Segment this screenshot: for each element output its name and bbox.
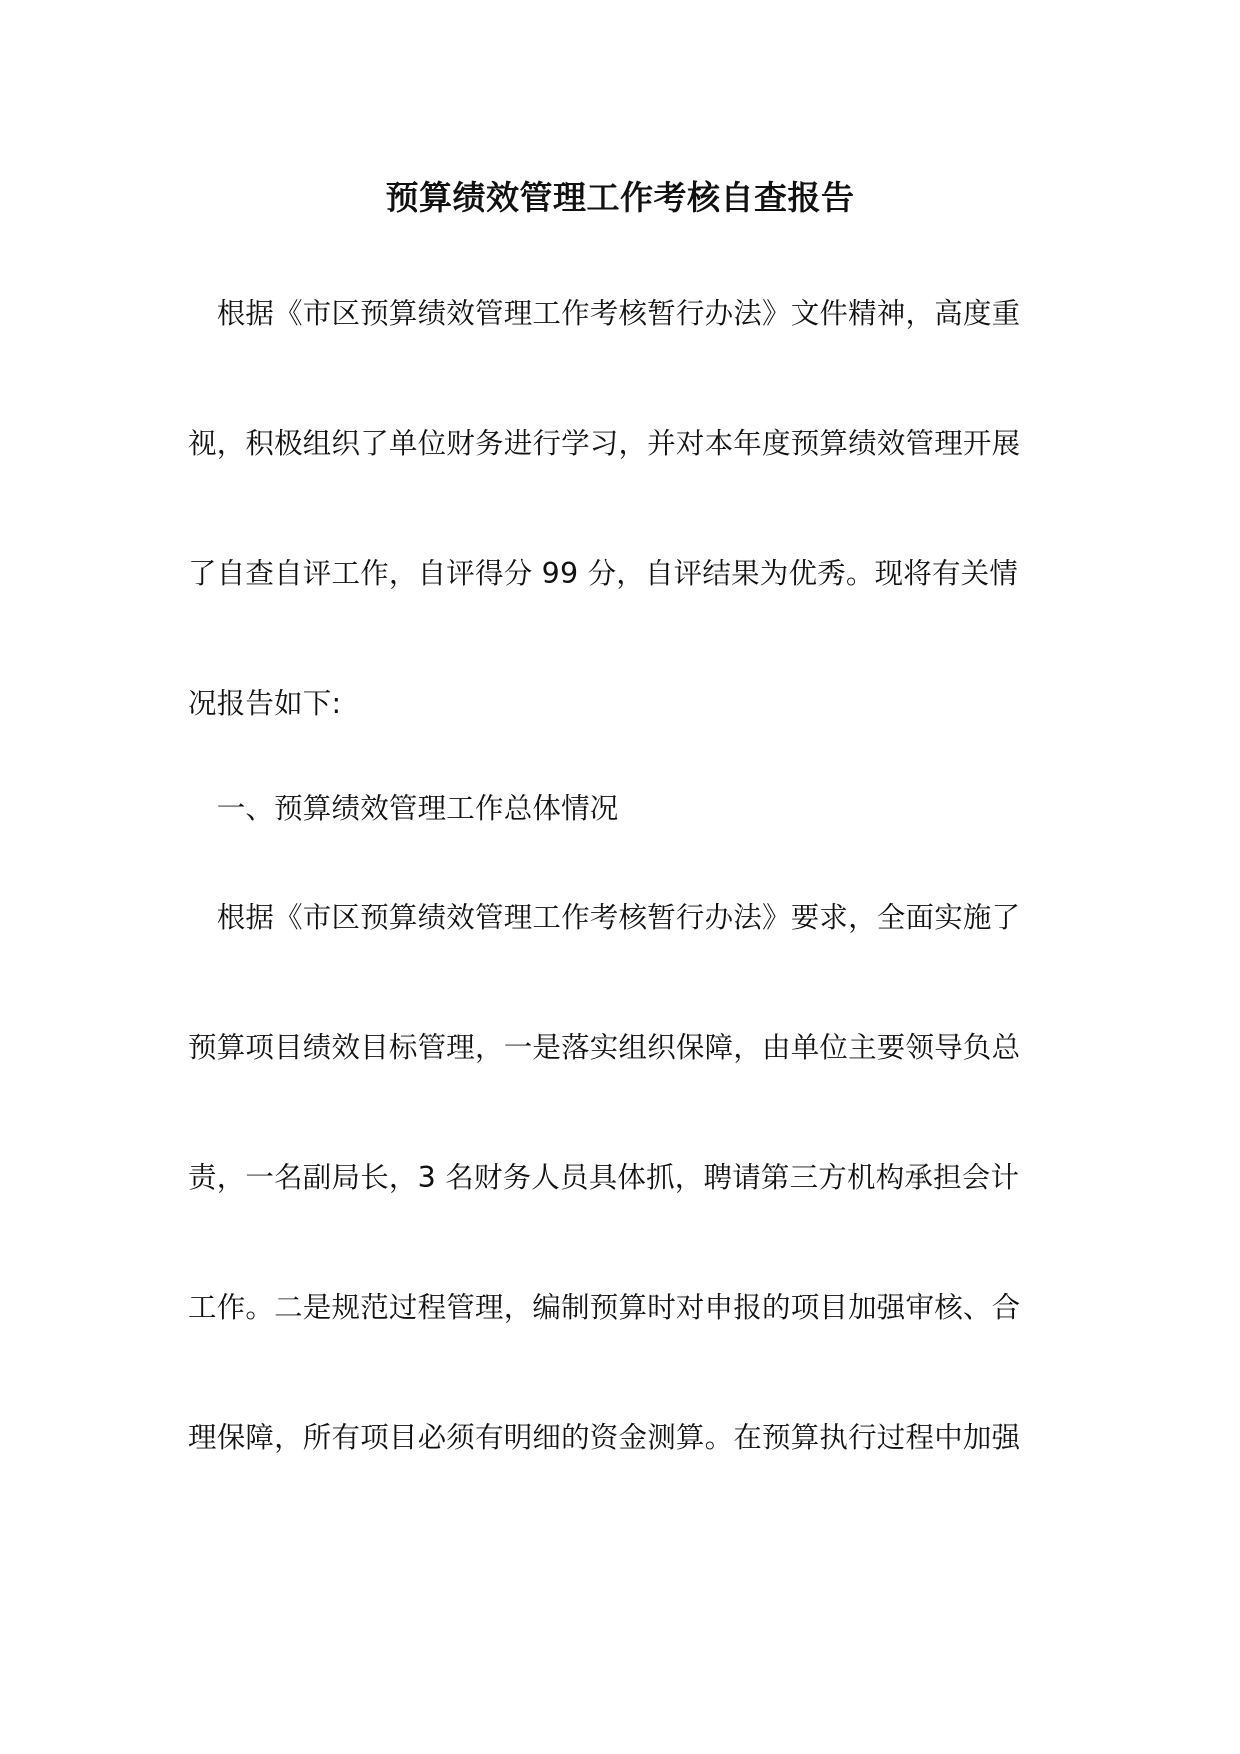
body-line-9: 工作。二是规范过程管理，编制预算时对申报的项目加强审核、合 [188, 1291, 1021, 1324]
body-line-7: 预算项目绩效目标管理，一是落实组织保障，由单位主要领导负总 [188, 1031, 1021, 1064]
body-line-10: 理保障，所有项目必须有明细的资金测算。在预算执行过程中加强 [188, 1421, 1021, 1454]
body-line-4: 况报告如下: [188, 687, 342, 720]
body-line-6: 根据《市区预算绩效管理工作考核暂行办法》要求，全面实施了 [188, 901, 1021, 934]
body-line-3: 了自查自评工作，自评得分 99 分，自评结果为优秀。现将有关情 [188, 557, 1019, 590]
body-line-1: 根据《市区预算绩效管理工作考核暂行办法》文件精神，高度重 [188, 297, 1021, 330]
body-line-8: 责，一名副局长，3 名财务人员具体抓，聘请第三方机构承担会计 [188, 1161, 1020, 1194]
body-line-2: 视，积极组织了单位财务进行学习，并对本年度预算绩效管理开展 [188, 427, 1021, 460]
document-title: 预算绩效管理工作考核自查报告 [385, 178, 855, 217]
section-heading: 一、预算绩效管理工作总体情况 [188, 792, 619, 825]
